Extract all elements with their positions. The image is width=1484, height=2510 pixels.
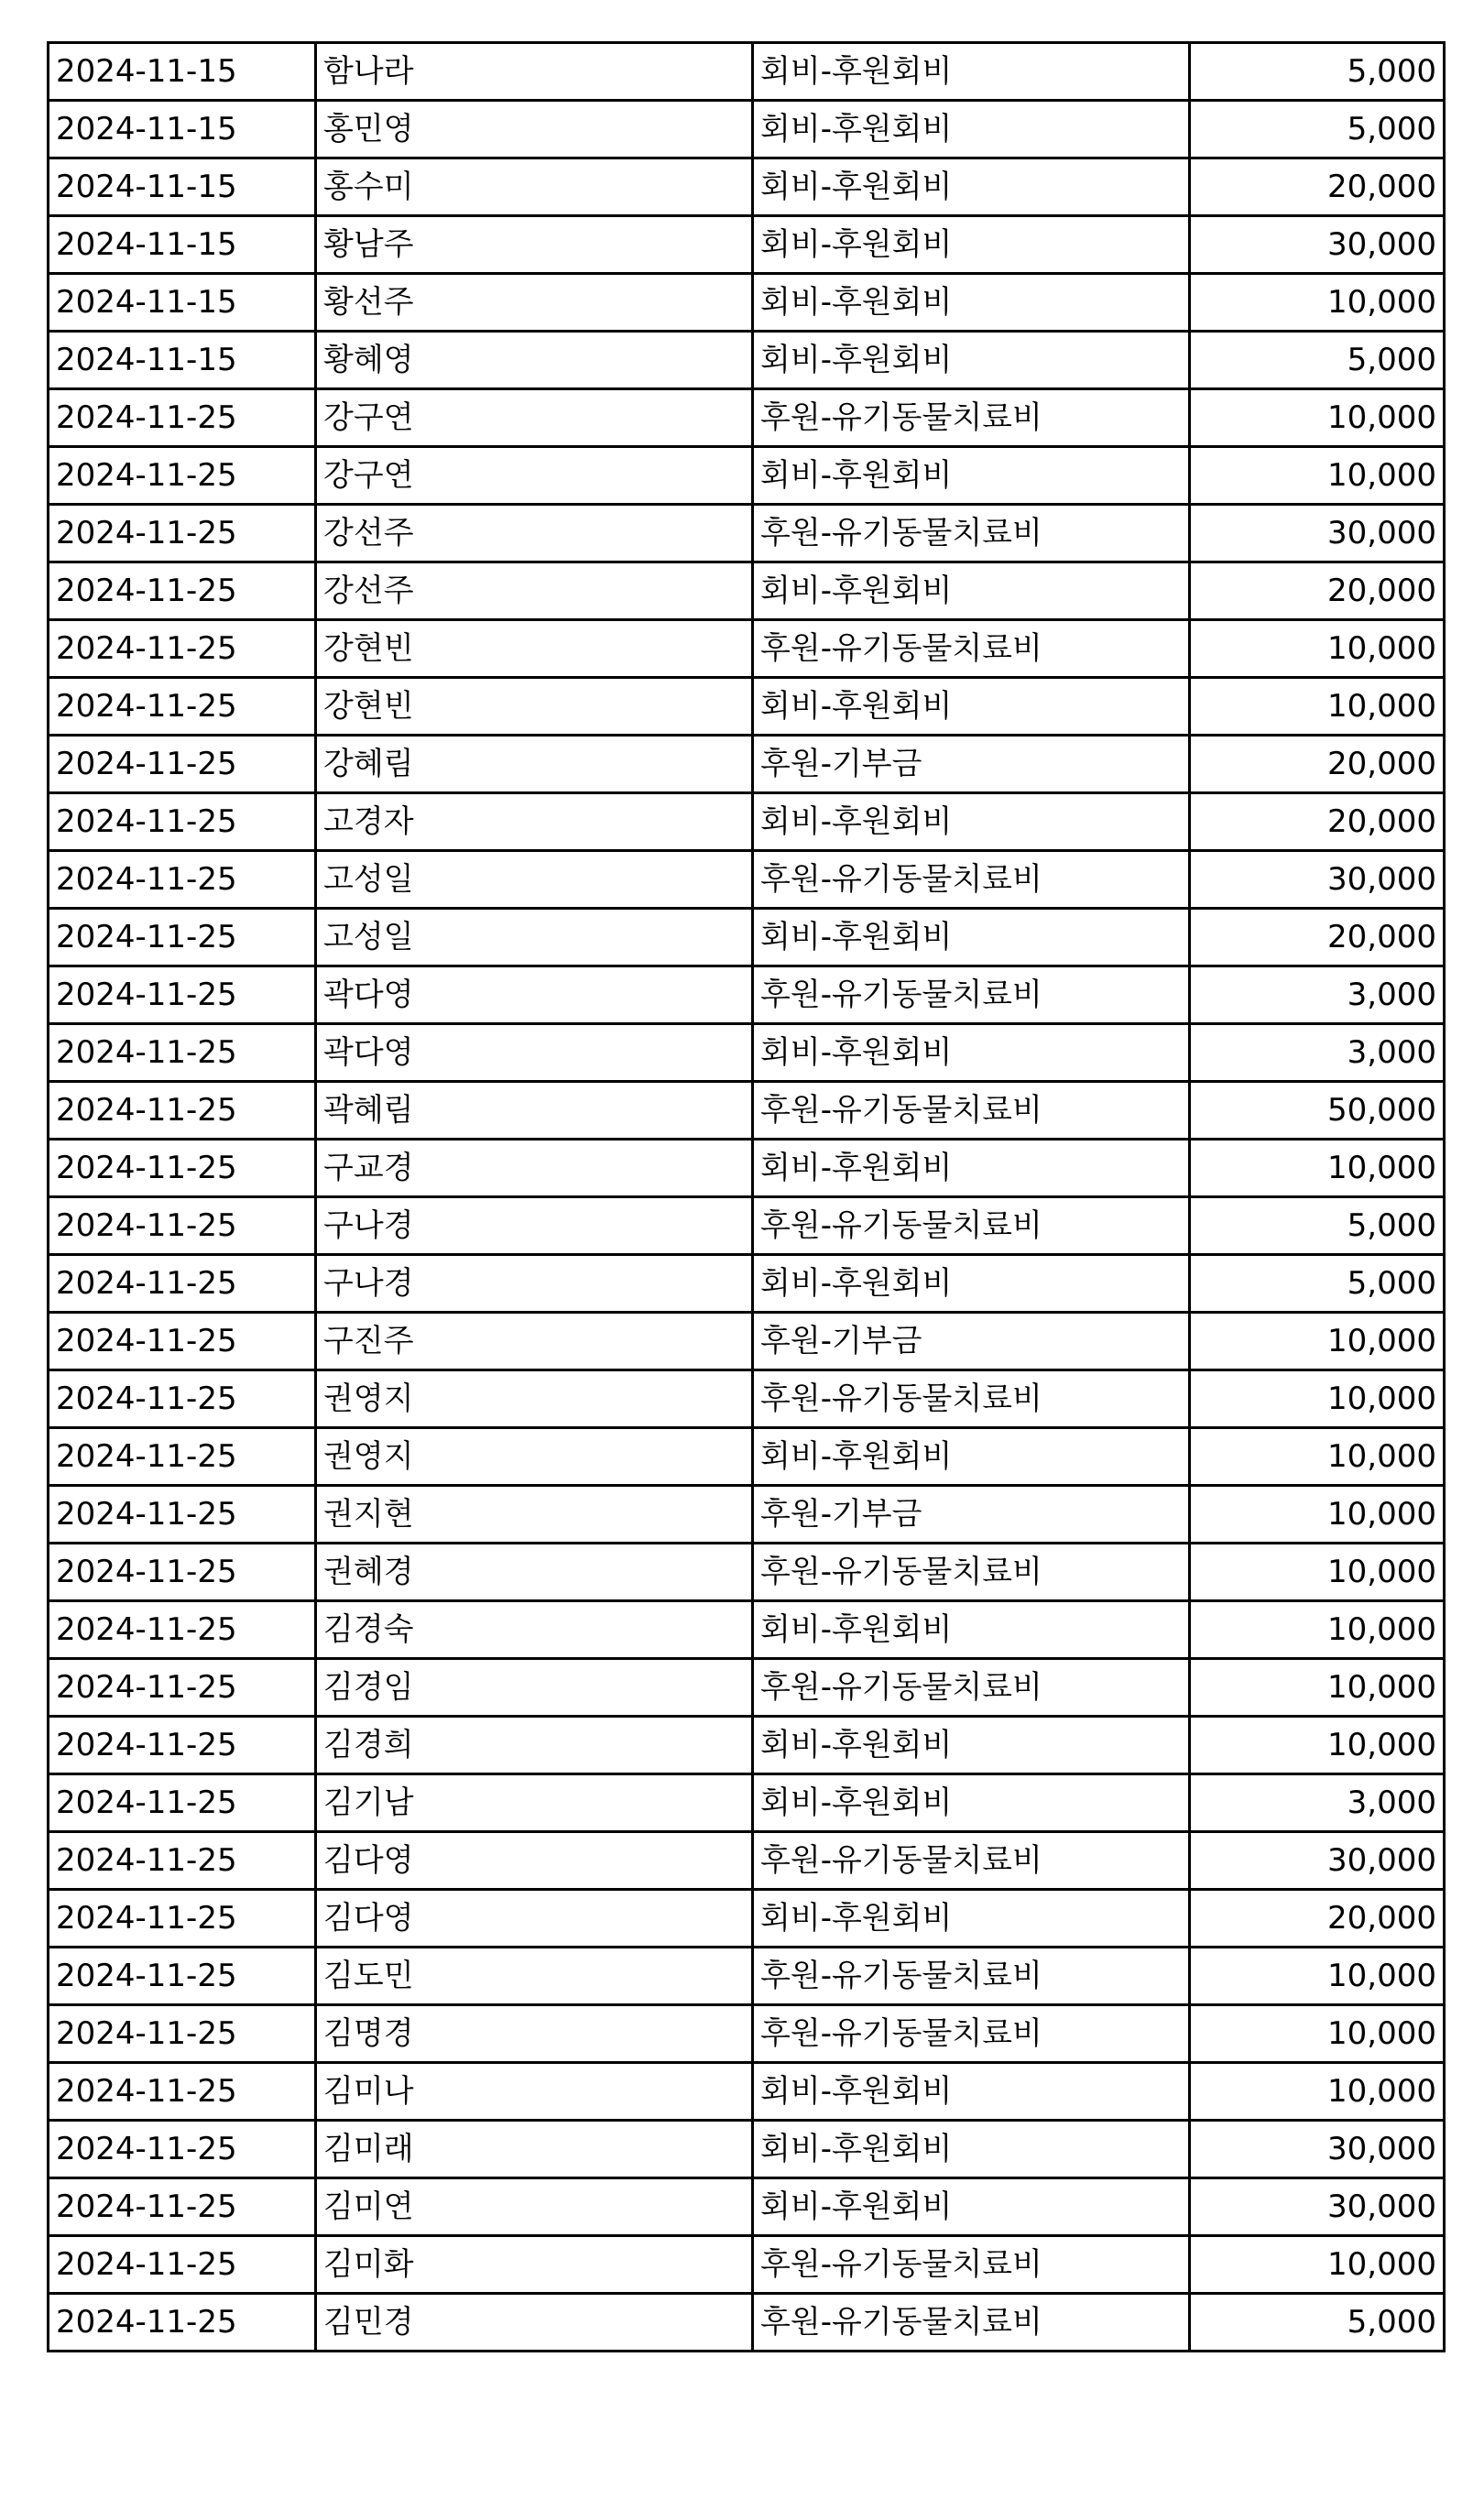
- name-cell: 구진주: [316, 1313, 753, 1370]
- name-cell: 김도민: [316, 1948, 753, 2005]
- table-row: [49, 1948, 1445, 2005]
- date-cell: 2024-11-25: [49, 1140, 316, 1197]
- amount-cell: 20,000: [1190, 793, 1445, 851]
- amount-cell: 20,000: [1190, 1890, 1445, 1948]
- amount-cell: 5,000: [1190, 2294, 1445, 2352]
- date-cell: 2024-11-25: [49, 793, 316, 851]
- date-cell: 2024-11-15: [49, 216, 316, 274]
- name-cell: 황선주: [316, 274, 753, 332]
- category-cell: 후원-유기동물치료비: [753, 2005, 1190, 2063]
- name-cell: 구교경: [316, 1140, 753, 1197]
- category-cell: 회비-후원회비: [753, 447, 1190, 505]
- amount-cell: 10,000: [1190, 1544, 1445, 1601]
- date-cell: 2024-11-25: [49, 1024, 316, 1082]
- date-cell: 2024-11-25: [49, 505, 316, 562]
- table-row: [49, 620, 1445, 678]
- date-cell: 2024-11-25: [49, 1890, 316, 1948]
- category-cell: 회비-후원회비: [753, 909, 1190, 966]
- date-cell: 2024-11-25: [49, 851, 316, 909]
- ledger-body: [49, 43, 1445, 2352]
- date-cell: 2024-11-15: [49, 274, 316, 332]
- date-cell: 2024-11-25: [49, 1717, 316, 1774]
- date-cell: 2024-11-25: [49, 620, 316, 678]
- amount-cell: 5,000: [1190, 1255, 1445, 1313]
- date-cell: 2024-11-25: [49, 389, 316, 447]
- amount-cell: 10,000: [1190, 1486, 1445, 1544]
- date-cell: 2024-11-25: [49, 736, 316, 793]
- table-row: [49, 851, 1445, 909]
- name-cell: 구나경: [316, 1197, 753, 1255]
- category-cell: 후원-유기동물치료비: [753, 505, 1190, 562]
- name-cell: 김민경: [316, 2294, 753, 2352]
- category-cell: 회비-후원회비: [753, 562, 1190, 620]
- date-cell: 2024-11-25: [49, 2236, 316, 2294]
- amount-cell: 30,000: [1190, 505, 1445, 562]
- name-cell: 강선주: [316, 505, 753, 562]
- name-cell: 권영지: [316, 1428, 753, 1486]
- category-cell: 후원-기부금: [753, 736, 1190, 793]
- amount-cell: 50,000: [1190, 1082, 1445, 1140]
- table-row: [49, 1717, 1445, 1774]
- date-cell: 2024-11-25: [49, 2121, 316, 2178]
- amount-cell: 3,000: [1190, 1774, 1445, 1832]
- amount-cell: 30,000: [1190, 851, 1445, 909]
- amount-cell: 20,000: [1190, 909, 1445, 966]
- amount-cell: 10,000: [1190, 1140, 1445, 1197]
- category-cell: 회비-후원회비: [753, 274, 1190, 332]
- name-cell: 곽혜림: [316, 1082, 753, 1140]
- table-row: [49, 1544, 1445, 1601]
- table-row: [49, 1890, 1445, 1948]
- amount-cell: 10,000: [1190, 2236, 1445, 2294]
- date-cell: 2024-11-25: [49, 1082, 316, 1140]
- category-cell: 회비-후원회비: [753, 1890, 1190, 1948]
- category-cell: 회비-후원회비: [753, 2121, 1190, 2178]
- category-cell: 회비-후원회비: [753, 216, 1190, 274]
- name-cell: 구나경: [316, 1255, 753, 1313]
- amount-cell: 10,000: [1190, 1948, 1445, 2005]
- category-cell: 회비-후원회비: [753, 793, 1190, 851]
- table-row: [49, 2005, 1445, 2063]
- table-row: [49, 1082, 1445, 1140]
- date-cell: 2024-11-25: [49, 447, 316, 505]
- name-cell: 강선주: [316, 562, 753, 620]
- amount-cell: 5,000: [1190, 101, 1445, 158]
- category-cell: 회비-후원회비: [753, 2063, 1190, 2121]
- date-cell: 2024-11-25: [49, 2005, 316, 2063]
- name-cell: 김경숙: [316, 1601, 753, 1659]
- table-row: [49, 1313, 1445, 1370]
- date-cell: 2024-11-25: [49, 1370, 316, 1428]
- amount-cell: 20,000: [1190, 562, 1445, 620]
- amount-cell: 10,000: [1190, 447, 1445, 505]
- table-row: [49, 1140, 1445, 1197]
- name-cell: 고경자: [316, 793, 753, 851]
- category-cell: 후원-유기동물치료비: [753, 966, 1190, 1024]
- category-cell: 회비-후원회비: [753, 1255, 1190, 1313]
- name-cell: 김기남: [316, 1774, 753, 1832]
- amount-cell: 3,000: [1190, 1024, 1445, 1082]
- category-cell: 회비-후원회비: [753, 43, 1190, 101]
- category-cell: 후원-유기동물치료비: [753, 1948, 1190, 2005]
- table-row: [49, 2121, 1445, 2178]
- category-cell: 회비-후원회비: [753, 1601, 1190, 1659]
- amount-cell: 30,000: [1190, 2178, 1445, 2236]
- date-cell: 2024-11-15: [49, 43, 316, 101]
- category-cell: 회비-후원회비: [753, 158, 1190, 216]
- date-cell: 2024-11-15: [49, 158, 316, 216]
- name-cell: 강혜림: [316, 736, 753, 793]
- amount-cell: 30,000: [1190, 2121, 1445, 2178]
- name-cell: 황남주: [316, 216, 753, 274]
- date-cell: 2024-11-25: [49, 1659, 316, 1717]
- category-cell: 회비-후원회비: [753, 1774, 1190, 1832]
- table-row: [49, 1774, 1445, 1832]
- category-cell: 후원-유기동물치료비: [753, 1197, 1190, 1255]
- name-cell: 김경희: [316, 1717, 753, 1774]
- amount-cell: 5,000: [1190, 43, 1445, 101]
- amount-cell: 30,000: [1190, 1832, 1445, 1890]
- amount-cell: 10,000: [1190, 1428, 1445, 1486]
- name-cell: 권혜경: [316, 1544, 753, 1601]
- category-cell: 회비-후원회비: [753, 1024, 1190, 1082]
- category-cell: 후원-기부금: [753, 1313, 1190, 1370]
- category-cell: 후원-유기동물치료비: [753, 1544, 1190, 1601]
- table-row: [49, 562, 1445, 620]
- date-cell: 2024-11-25: [49, 1486, 316, 1544]
- name-cell: 고성일: [316, 909, 753, 966]
- date-cell: 2024-11-25: [49, 1313, 316, 1370]
- amount-cell: 10,000: [1190, 1601, 1445, 1659]
- name-cell: 강현빈: [316, 678, 753, 736]
- name-cell: 김미나: [316, 2063, 753, 2121]
- name-cell: 황혜영: [316, 332, 753, 389]
- name-cell: 김미연: [316, 2178, 753, 2236]
- amount-cell: 10,000: [1190, 389, 1445, 447]
- name-cell: 김다영: [316, 1832, 753, 1890]
- amount-cell: 10,000: [1190, 678, 1445, 736]
- category-cell: 후원-유기동물치료비: [753, 2294, 1190, 2352]
- name-cell: 권영지: [316, 1370, 753, 1428]
- amount-cell: 10,000: [1190, 274, 1445, 332]
- table-row: [49, 389, 1445, 447]
- amount-cell: 5,000: [1190, 332, 1445, 389]
- name-cell: 김미래: [316, 2121, 753, 2178]
- table-row: [49, 158, 1445, 216]
- category-cell: 후원-유기동물치료비: [753, 389, 1190, 447]
- name-cell: 홍민영: [316, 101, 753, 158]
- date-cell: 2024-11-25: [49, 1601, 316, 1659]
- date-cell: 2024-11-25: [49, 562, 316, 620]
- amount-cell: 20,000: [1190, 158, 1445, 216]
- date-cell: 2024-11-25: [49, 909, 316, 966]
- category-cell: 회비-후원회비: [753, 1428, 1190, 1486]
- date-cell: 2024-11-25: [49, 1948, 316, 2005]
- name-cell: 강구연: [316, 447, 753, 505]
- category-cell: 후원-유기동물치료비: [753, 1370, 1190, 1428]
- name-cell: 권지현: [316, 1486, 753, 1544]
- date-cell: 2024-11-25: [49, 2178, 316, 2236]
- date-cell: 2024-11-25: [49, 1428, 316, 1486]
- date-cell: 2024-11-25: [49, 1197, 316, 1255]
- table-row: [49, 2294, 1445, 2352]
- amount-cell: 20,000: [1190, 736, 1445, 793]
- date-cell: 2024-11-25: [49, 2294, 316, 2352]
- name-cell: 강현빈: [316, 620, 753, 678]
- amount-cell: 10,000: [1190, 1717, 1445, 1774]
- amount-cell: 10,000: [1190, 620, 1445, 678]
- category-cell: 회비-후원회비: [753, 101, 1190, 158]
- category-cell: 회비-후원회비: [753, 1717, 1190, 1774]
- table-row: [49, 1832, 1445, 1890]
- name-cell: 곽다영: [316, 1024, 753, 1082]
- category-cell: 후원-기부금: [753, 1486, 1190, 1544]
- table-row: [49, 447, 1445, 505]
- table-row: [49, 2178, 1445, 2236]
- date-cell: 2024-11-25: [49, 2063, 316, 2121]
- table-row: [49, 332, 1445, 389]
- category-cell: 후원-유기동물치료비: [753, 2236, 1190, 2294]
- table-row: [49, 1370, 1445, 1428]
- amount-cell: 5,000: [1190, 1197, 1445, 1255]
- table-row: [49, 1659, 1445, 1717]
- name-cell: 김경임: [316, 1659, 753, 1717]
- category-cell: 후원-유기동물치료비: [753, 1082, 1190, 1140]
- date-cell: 2024-11-15: [49, 332, 316, 389]
- table-row: [49, 966, 1445, 1024]
- name-cell: 함나라: [316, 43, 753, 101]
- donation-ledger-table: [47, 41, 1446, 2352]
- category-cell: 후원-유기동물치료비: [753, 851, 1190, 909]
- name-cell: 강구연: [316, 389, 753, 447]
- table-row: [49, 1197, 1445, 1255]
- table-row: [49, 1024, 1445, 1082]
- category-cell: 후원-유기동물치료비: [753, 620, 1190, 678]
- date-cell: 2024-11-25: [49, 1544, 316, 1601]
- table-row: [49, 2063, 1445, 2121]
- date-cell: 2024-11-25: [49, 1774, 316, 1832]
- amount-cell: 30,000: [1190, 216, 1445, 274]
- name-cell: 홍수미: [316, 158, 753, 216]
- table-row: [49, 43, 1445, 101]
- category-cell: 회비-후원회비: [753, 2178, 1190, 2236]
- amount-cell: 10,000: [1190, 2063, 1445, 2121]
- category-cell: 회비-후원회비: [753, 332, 1190, 389]
- date-cell: 2024-11-25: [49, 966, 316, 1024]
- table-row: [49, 274, 1445, 332]
- date-cell: 2024-11-25: [49, 678, 316, 736]
- category-cell: 회비-후원회비: [753, 678, 1190, 736]
- category-cell: 회비-후원회비: [753, 1140, 1190, 1197]
- name-cell: 곽다영: [316, 966, 753, 1024]
- category-cell: 후원-유기동물치료비: [753, 1832, 1190, 1890]
- name-cell: 김다영: [316, 1890, 753, 1948]
- table-row: [49, 909, 1445, 966]
- table-row: [49, 2236, 1445, 2294]
- amount-cell: 10,000: [1190, 1370, 1445, 1428]
- table-row: [49, 216, 1445, 274]
- date-cell: 2024-11-25: [49, 1832, 316, 1890]
- table-row: [49, 1255, 1445, 1313]
- date-cell: 2024-11-25: [49, 1255, 316, 1313]
- date-cell: 2024-11-15: [49, 101, 316, 158]
- table-row: [49, 505, 1445, 562]
- amount-cell: 10,000: [1190, 1313, 1445, 1370]
- table-row: [49, 736, 1445, 793]
- table-row: [49, 1601, 1445, 1659]
- amount-cell: 10,000: [1190, 1659, 1445, 1717]
- table-row: [49, 1428, 1445, 1486]
- table-row: [49, 101, 1445, 158]
- amount-cell: 3,000: [1190, 966, 1445, 1024]
- amount-cell: 10,000: [1190, 2005, 1445, 2063]
- table-row: [49, 1486, 1445, 1544]
- name-cell: 김미화: [316, 2236, 753, 2294]
- category-cell: 후원-유기동물치료비: [753, 1659, 1190, 1717]
- name-cell: 김명경: [316, 2005, 753, 2063]
- table-row: [49, 678, 1445, 736]
- table-row: [49, 793, 1445, 851]
- name-cell: 고성일: [316, 851, 753, 909]
